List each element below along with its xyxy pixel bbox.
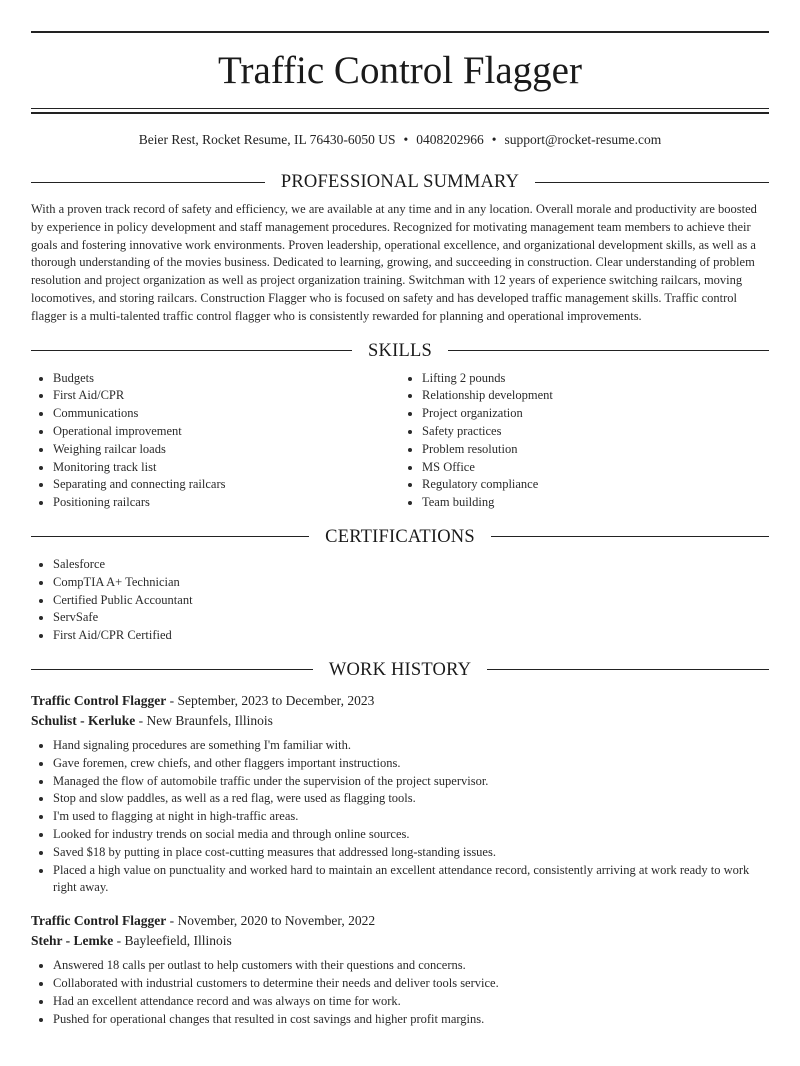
resume-page [31, 31, 769, 1028]
section-rule [31, 350, 352, 351]
job-bullet: • Saved $18 by putting in place cost-cutting measures that addressed long-standing issues. [53, 844, 769, 862]
certification-item: • ServSafe [53, 609, 769, 627]
section-header-summary [31, 171, 769, 193]
section-title-certifications: CERTIFICATIONS [325, 526, 475, 547]
skill-item: • Monitoring track list [53, 459, 400, 477]
skills-columns [31, 362, 769, 512]
skill-item: • Weighing railcar loads [53, 441, 400, 459]
job-bullet: • Hand signaling procedures are something I'm familiar with. [53, 737, 769, 755]
header-double-rule [31, 108, 769, 114]
job-title-line [31, 911, 769, 931]
job-entry [31, 911, 769, 1028]
section-header-skills [31, 340, 769, 362]
job-bullet: • Looked for industry trends on social media and through online sources. [53, 826, 769, 844]
contact-address: Beier Rest, Rocket Resume, IL 76430-6050 US [138, 132, 396, 147]
skill-item: • Budgets [53, 370, 400, 388]
skill-item: • Safety practices [422, 423, 769, 441]
certification-item: • Salesforce [53, 556, 769, 574]
skill-item: • Lifting 2 pounds [422, 370, 769, 388]
section-header-certifications [31, 526, 769, 548]
section-title-summary: PROFESSIONAL SUMMARY [280, 172, 520, 192]
skill-item: • Operational improvement [53, 423, 400, 441]
job-title: Traffic Control Flagger [31, 692, 167, 708]
skill-item: • Relationship development [422, 387, 769, 405]
certification-item: • CompTIA A+ Technician [53, 574, 769, 592]
section-title-work: WORK HISTORY [328, 659, 472, 680]
certification-item: • First Aid/CPR Certified [53, 627, 769, 645]
job-bullet: • Had an excellent attendance record and was always on time for work. [53, 993, 769, 1011]
job-title: Traffic Control Flagger [31, 913, 167, 929]
resume-name: Traffic Control Flagger [218, 49, 582, 92]
contact-line [31, 131, 769, 149]
skill-item: • Positioning railcars [53, 494, 400, 512]
job-bullet: • Managed the flow of automobile traffic under the supervision of the project supervisor. [53, 773, 769, 791]
top-rule [31, 31, 769, 33]
certifications-list [31, 556, 769, 645]
skill-item: • Regulatory compliance [422, 476, 769, 494]
section-rule [487, 669, 769, 670]
job-bullets [31, 737, 769, 897]
job-bullet: • Placed a high value on punctuality and worked hard to maintain an excellent attendance record, consistently arriving at work ready to work right away. [53, 862, 769, 898]
job-company: Stehr - Lemke [31, 933, 114, 949]
skill-item: • Problem resolution [422, 441, 769, 459]
section-rule [448, 350, 769, 351]
job-bullet: • Gave foremen, crew chiefs, and other flaggers important instructions. [53, 755, 769, 773]
section-rule [491, 536, 769, 537]
job-bullet: • Answered 18 calls per outlast to help customers with their questions and concerns. [53, 957, 769, 975]
section-title-skills: SKILLS [368, 340, 432, 361]
job-bullet: • I'm used to flagging at night in high-traffic areas. [53, 808, 769, 826]
section-rule [31, 536, 309, 537]
skill-item: • First Aid/CPR [53, 387, 400, 405]
job-company-line [31, 931, 769, 951]
job-bullets [31, 957, 769, 1028]
section-header-work [31, 659, 769, 681]
contact-phone: 0408202966 [416, 132, 484, 147]
skills-list-right [400, 370, 769, 512]
section-rule [31, 669, 313, 670]
skill-item: • Communications [53, 405, 400, 423]
skill-item: • Project organization [422, 405, 769, 423]
contact-email: support@rocket-resume.com [504, 132, 662, 147]
job-company: Schulist - Kerluke [31, 712, 136, 728]
skill-item: • Separating and connecting railcars [53, 476, 400, 494]
job-title-line [31, 691, 769, 711]
skills-list-left [31, 370, 400, 512]
job-dates: - September, 2023 to December, 2023 [166, 692, 375, 708]
contact-separator: • [403, 132, 409, 147]
skill-item: • Team building [422, 494, 769, 512]
section-rule [31, 182, 265, 183]
job-company-line [31, 711, 769, 731]
summary-text: With a proven track record of safety and efficiency, we are available at any time and in any location. Overall morale and productivity are boosted by experience in policy development and staff management procedures. Recognized for motivating management team members to achieve their goals and fostering innovative work environments. Proven leadership, operational excellence, and organizational development skills, as well as a thorough understanding of the movies business. Dedicated to learning, growing, and succeeding in construction. Clear understanding of problem resolution and project organization as well as project organization training. Switchman with 12 years of experience switching railcars, moving locomotives, and storing railcars. Construction Flagger who is focused on safety and has developed traffic management skills. Traffic control flagger is a multi-talented traffic control flagger who is consistently rewarded for planning and operational improvements. [31, 202, 757, 323]
job-bullet: • Stop and slow paddles, as well as a red flag, were used as flagging tools. [53, 790, 769, 808]
contact-separator: • [491, 132, 497, 147]
job-bullet: • Pushed for operational changes that resulted in cost savings and higher profit margins. [53, 1011, 769, 1029]
job-dates: - November, 2020 to November, 2022 [166, 913, 376, 929]
certification-item: • Certified Public Accountant [53, 592, 769, 610]
section-rule [535, 182, 769, 183]
job-entry [31, 691, 769, 897]
job-bullet: • Collaborated with industrial customers to determine their needs and deliver tools service. [53, 975, 769, 993]
skill-item: • MS Office [422, 459, 769, 477]
job-location: - New Braunfels, Illinois [135, 712, 273, 728]
job-location: - Bayleefield, Illinois [113, 933, 232, 949]
